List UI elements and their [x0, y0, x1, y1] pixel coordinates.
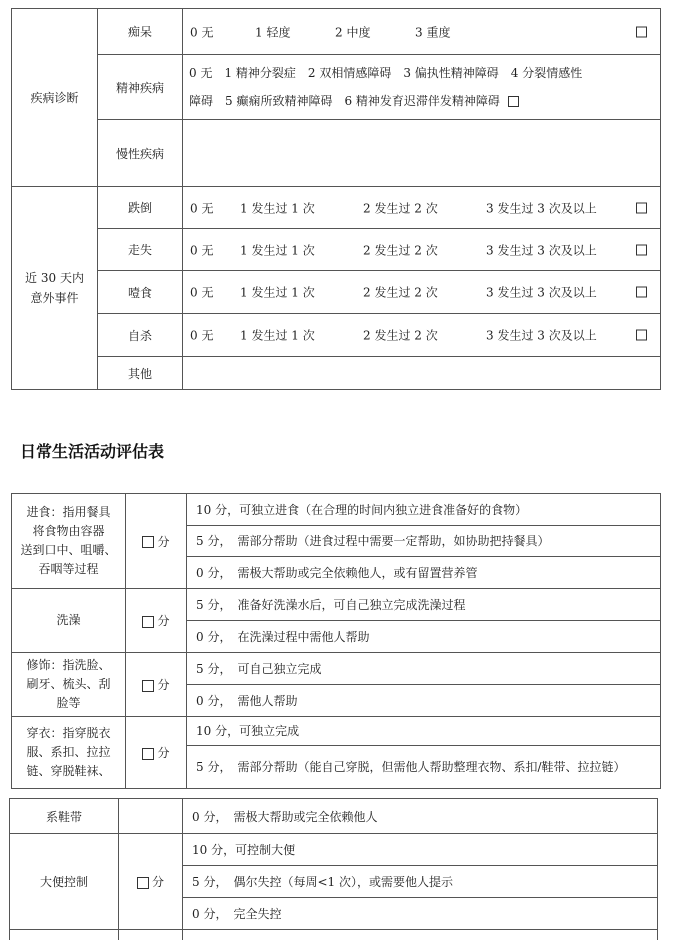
adl-item-bowel: 大便控制 — [10, 834, 119, 930]
disease-category — [12, 9, 98, 187]
accident-options — [183, 187, 661, 229]
dementia-label: 痴呆 — [98, 9, 183, 55]
accident-options — [183, 271, 661, 314]
adl-item-label-line: 将食物由容器 — [32, 524, 105, 538]
option-text: 2 中度 — [335, 25, 371, 39]
adl-item-eating — [12, 494, 126, 589]
score-unit: 分 — [157, 746, 170, 760]
option-text: 3 发生过 3 次及以上 — [486, 243, 597, 257]
option-text: 2 发生过 2 次 — [363, 285, 438, 300]
option-text: 0 无 — [190, 243, 214, 257]
adl-option-row — [10, 834, 658, 866]
wandering-checkbox[interactable] — [636, 244, 647, 255]
disease-category-label: 疾病诊断 — [30, 90, 79, 105]
adl-option: 0 分， 需极大帮助或完全依赖他人，或有留置营养管 — [187, 557, 661, 589]
adl-option: 5 分， 偶尔失控（每周<1 次），或需要他人提示 — [183, 866, 658, 898]
adl-item-label-line: 修饰：指洗脸、 — [26, 658, 111, 672]
accident-row — [12, 229, 661, 271]
adl-item-label-line: 吞咽等过程 — [38, 562, 99, 576]
mental-illness-checkbox[interactable] — [508, 96, 519, 107]
accident-label: 跌倒 — [98, 187, 183, 229]
accident-label: 自杀 — [98, 314, 183, 357]
option-text: 1 轻度 — [255, 25, 291, 39]
mental-illness-row — [12, 55, 661, 120]
mental-illness-options — [183, 55, 661, 120]
option-text: 3 重度 — [415, 25, 451, 39]
option-text: 3 发生过 3 次及以上 — [486, 328, 597, 343]
option-text: 3 发生过 3 次及以上 — [486, 201, 597, 215]
adl-item-label-line: 穿衣：指穿脱衣 — [26, 726, 111, 740]
accident-other-row — [12, 357, 661, 390]
cut-cell — [119, 930, 183, 940]
adl-item-bathing — [12, 589, 126, 653]
mental-options-line2-wrap — [189, 87, 654, 115]
adl-option: 5 分， 可自己独立完成 — [187, 653, 661, 685]
adl-item-label-line: 刷牙、梳头、刮 — [26, 677, 111, 691]
adl-option-row — [12, 653, 661, 685]
adl-item-label-line: 脸等 — [56, 696, 81, 710]
accident-row — [12, 187, 661, 229]
adl-score-cell — [126, 653, 187, 717]
adl-option: 5 分， 需部分帮助（进食过程中需要一定帮助，如协助把持餐具） — [187, 526, 661, 557]
adl-item-label-line: 服、系扣、拉拉 — [26, 745, 111, 759]
adl-option-row — [12, 717, 661, 746]
score-checkbox[interactable] — [137, 877, 149, 889]
adl-option-row — [12, 494, 661, 526]
adl-option: 0 分， 需极大帮助或完全依赖他人 — [183, 799, 658, 834]
adl-item-label-line: 洗澡 — [56, 613, 81, 627]
adl-item-dressing-cont: 系鞋带 — [10, 799, 119, 834]
adl-section-title: 日常生活活动评估表 — [20, 442, 165, 461]
accident-row — [12, 314, 661, 357]
score-unit: 分 — [157, 614, 170, 628]
dementia-checkbox[interactable] — [636, 26, 647, 37]
suicide-checkbox[interactable] — [636, 330, 647, 341]
score-checkbox[interactable] — [142, 680, 154, 692]
score-checkbox[interactable] — [142, 536, 154, 548]
adl-item-grooming — [12, 653, 126, 717]
disease-accident-table — [11, 8, 661, 390]
adl-table-continued — [9, 798, 658, 940]
adl-score-cell — [126, 589, 187, 653]
score-unit: 分 — [151, 875, 164, 889]
adl-item-label-line: 送到口中、咀嚼、 — [20, 543, 117, 557]
adl-option: 0 分， 在洗澡过程中需他人帮助 — [187, 621, 661, 653]
adl-item-label-line: 进食：指用餐具 — [26, 505, 111, 519]
adl-option: 10 分，可控制大便 — [183, 834, 658, 866]
adl-option-row — [12, 589, 661, 621]
mental-illness-label: 精神疾病 — [98, 55, 183, 120]
accident-label: 噎食 — [98, 271, 183, 314]
dementia-options — [183, 9, 661, 55]
option-text: 0 无 — [190, 328, 214, 343]
choking-checkbox[interactable] — [636, 287, 647, 298]
adl-table — [11, 493, 661, 789]
option-text: 2 发生过 2 次 — [363, 328, 438, 343]
chronic-disease-field[interactable] — [183, 120, 661, 187]
adl-next-row-partial — [10, 930, 658, 940]
mental-options-line2: 障碍 5 癫痫所致精神障碍 6 精神发育迟滞伴发精神障碍 — [189, 94, 500, 108]
adl-option: 0 分， 需他人帮助 — [187, 685, 661, 717]
option-text: 2 发生过 2 次 — [363, 201, 438, 215]
accident-other-field[interactable] — [183, 357, 661, 390]
adl-score-cell — [119, 834, 183, 930]
cut-cell — [183, 930, 658, 940]
adl-score-cell — [126, 717, 187, 789]
option-text: 2 发生过 2 次 — [363, 243, 438, 257]
adl-option: 5 分， 需部分帮助（能自己穿脱，但需他人帮助整理衣物、系扣/鞋带、拉拉链） — [187, 746, 661, 789]
fall-checkbox[interactable] — [636, 202, 647, 213]
accident-other-label: 其他 — [98, 357, 183, 390]
accident-category — [12, 187, 98, 390]
adl-option: 10 分，可独立进食（在合理的时间内独立进食准备好的食物） — [187, 494, 661, 526]
accident-category-label-2: 意外事件 — [30, 291, 79, 305]
cut-cell — [10, 930, 119, 940]
option-text: 0 无 — [190, 285, 214, 300]
score-checkbox[interactable] — [142, 616, 154, 628]
adl-item-label-line: 链、穿脱鞋袜、 — [26, 764, 111, 778]
accident-label: 走失 — [98, 229, 183, 271]
option-text: 3 发生过 3 次及以上 — [486, 285, 597, 300]
adl-option-row — [10, 799, 658, 834]
option-text: 1 发生过 1 次 — [240, 328, 315, 343]
adl-option: 0 分， 完全失控 — [183, 898, 658, 930]
score-checkbox[interactable] — [142, 748, 154, 760]
option-text: 0 无 — [190, 25, 214, 39]
accident-row — [12, 271, 661, 314]
adl-option: 5 分， 准备好洗澡水后，可自己独立完成洗澡过程 — [187, 589, 661, 621]
accident-category-label-1: 近 30 天内 — [25, 271, 84, 285]
chronic-disease-label: 慢性疾病 — [98, 120, 183, 187]
score-unit: 分 — [157, 678, 170, 692]
score-unit: 分 — [157, 534, 170, 549]
adl-score-cell — [126, 494, 187, 589]
adl-score-cell-empty — [119, 799, 183, 834]
adl-option: 10 分，可独立完成 — [187, 717, 661, 746]
option-text: 0 无 — [190, 201, 214, 215]
accident-options — [183, 314, 661, 357]
option-text: 1 发生过 1 次 — [240, 243, 315, 257]
mental-options-line1: 0 无 1 精神分裂症 2 双相情感障碍 3 偏执性精神障碍 4 分裂情感性 — [189, 66, 583, 80]
option-text: 1 发生过 1 次 — [240, 201, 315, 215]
chronic-disease-row — [12, 120, 661, 187]
dementia-row — [12, 9, 661, 55]
adl-item-dressing — [12, 717, 126, 789]
option-text: 1 发生过 1 次 — [240, 285, 315, 300]
accident-options — [183, 229, 661, 271]
